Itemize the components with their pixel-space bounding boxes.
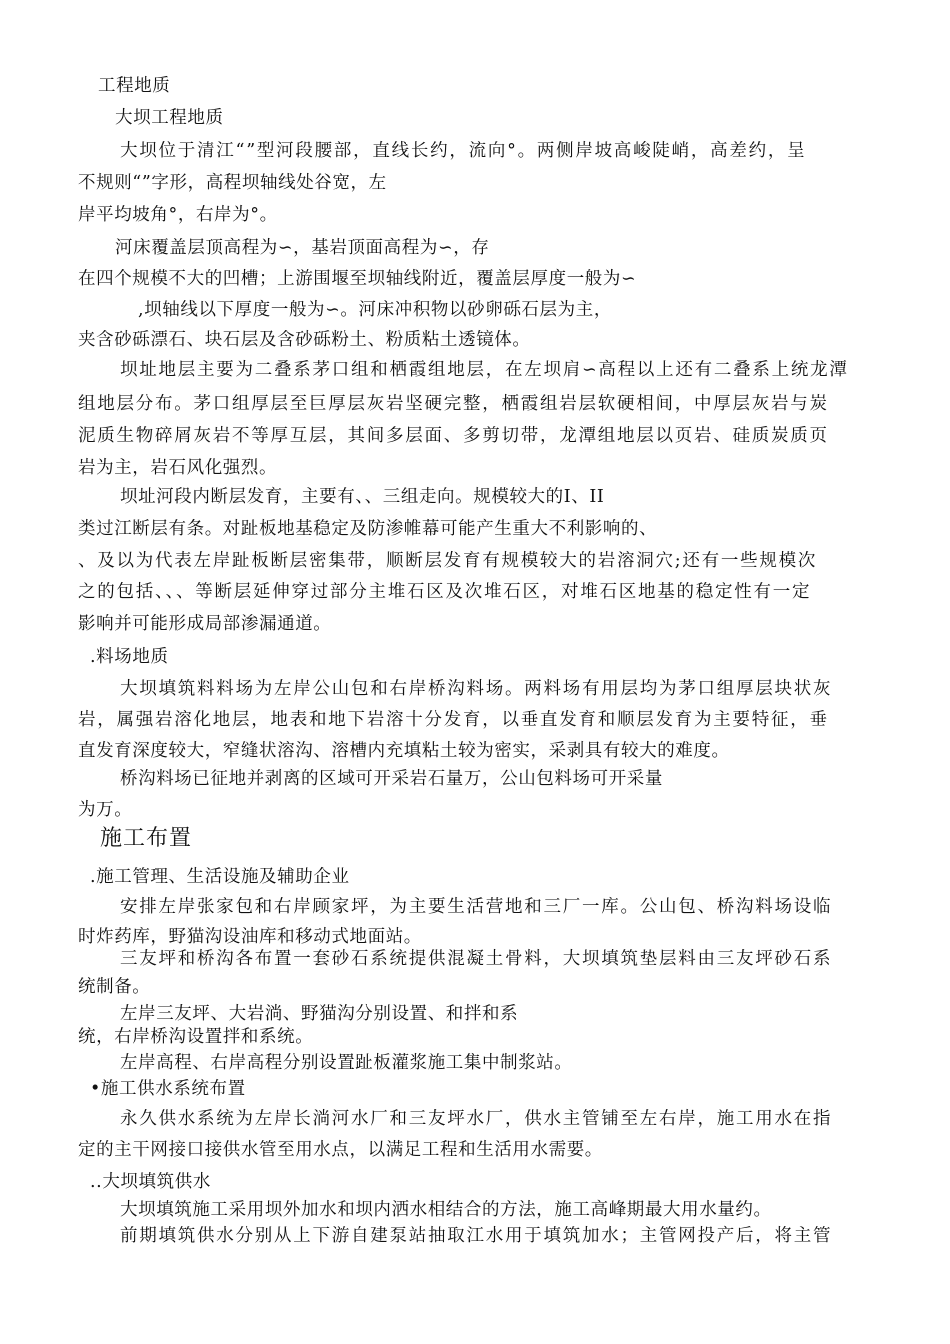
paragraph-line: 安排左岸张家包和右岸顾家坪，为主要生活营地和三厂一库。公山包、桥沟料场设临 [120,897,833,917]
paragraph-line: 为万。 [78,800,133,820]
paragraph-line: 时炸药库，野猫沟设油库和移动式地面站。 [78,927,422,947]
subsection-heading-dam-geology: 大坝工程地质 [115,108,224,128]
paragraph-line: 岩，属强岩溶化地层，地表和地下岩溶十分发育，以垂直发育和顺层发育为主要特征，垂 [78,710,829,730]
paragraph-line: 左岸高程、右岸高程分别设置趾板灌浆施工集中制浆站。 [120,1053,573,1073]
paragraph-line: 影响并可能形成局部渗漏通道。 [78,614,332,634]
paragraph-line: 岸平均坡角°，右岸为°。 [78,205,278,225]
paragraph-line: 前期填筑供水分别从上下游自建泵站抽取江水用于填筑加水；主管网投产后，将主管 [120,1226,833,1246]
paragraph-line: 统制备。 [78,977,151,997]
subsection-heading-fill-water: ..大坝填筑供水 [90,1172,211,1192]
paragraph-line: 之的包括、、、等断层延伸穿过部分主堆石区及次堆石区，对堆石区地基的稳定性有一定 [78,582,812,602]
subsection-heading-management: .施工管理、生活设施及辅助企业 [90,867,350,887]
paragraph-line: 直发育深度较大，窄缝状溶沟、溶槽内充填粘土较为密实，采剥具有较大的难度。 [78,741,730,761]
paragraph-line: 类过江断层有条。对趾板地基稳定及防渗帷幕可能产生重大不利影响的、 [78,519,658,539]
paragraph-line: 坝址地层主要为二叠系茅口组和栖霞组地层，在左坝肩∽高程以上还有二叠系上统龙潭 [120,360,849,380]
paragraph-line: 三友坪和桥沟各布置一套砂石系统提供混凝土骨料，大坝填筑垫层料由三友坪砂石系 [120,949,833,969]
paragraph-line: 组地层分布。茅口组厚层至巨厚层灰岩坚硬完整，栖霞组岩层软硬相间，中厚层灰岩与炭 [78,394,829,414]
paragraph-line: 河床覆盖层顶高程为∽，基岩顶面高程为∽，存 [115,238,490,258]
paragraph-line: 统，右岸桥沟设置拌和系统。 [78,1027,314,1047]
section-heading-layout: 施工布置 [100,826,193,851]
subsection-heading-quarry: .料场地质 [90,647,169,667]
paragraph-line: 永久供水系统为左岸长淌河水厂和三友坪水厂，供水主管铺至左右岸，施工用水在指 [120,1109,833,1129]
paragraph-line: 不规则“”字形，高程坝轴线处谷宽，左 [78,173,387,193]
paragraph-line: 桥沟料场已征地并剥离的区域可开采岩石量万，公山包料场可开采量 [120,769,663,789]
paragraph-line: 在四个规模不大的凹槽；上游围堰至坝轴线附近，覆盖层厚度一般为∽ [78,269,637,289]
paragraph-line: 岩为主，岩石风化强烈。 [78,458,278,478]
paragraph-line: 大坝位于清江“”型河段腰部，直线长约，流向°。两侧岸坡高峻陡峭，高差约，呈 [120,141,807,161]
paragraph-line: ,坝轴线以下厚度一般为∽。河床冲积物以砂卵砾石层为主， [138,300,612,320]
paragraph-line: 夹含砂砾漂石、块石层及含砂砾粉土、粉质粘土透镜体。 [78,330,531,350]
paragraph-line: 定的主干网接口接供水管至用水点，以满足工程和生活用水需要。 [78,1140,603,1160]
paragraph-line: 大坝填筑施工采用坝外加水和坝内洒水相结合的方法，施工高峰期最大用水量约。 [120,1200,772,1220]
paragraph-line: 大坝填筑料料场为左岸公山包和右岸桥沟料场。两料场有用层均为茅口组厚层块状灰 [120,679,833,699]
paragraph-line: 坝址河段内断层发育，主要有、、三组走向。规模较大的Ⅰ、II [120,487,605,507]
paragraph-line: 泥质生物碎屑灰岩不等厚互层，其间多层面、多剪切带，龙潭组地层以页岩、硅质炭质页 [78,426,829,446]
section-heading-geology: 工程地质 [98,76,171,96]
subsection-heading-water-supply: •施工供水系统布置 [90,1079,246,1099]
paragraph-line: 、及以为代表左岸趾板断层密集带，顺断层发育有规模较大的岩溶洞穴;还有一些规模次 [78,551,818,571]
paragraph-line: 左岸三友坪、大岩淌、野猫沟分别设置、和拌和系 [120,1004,519,1024]
